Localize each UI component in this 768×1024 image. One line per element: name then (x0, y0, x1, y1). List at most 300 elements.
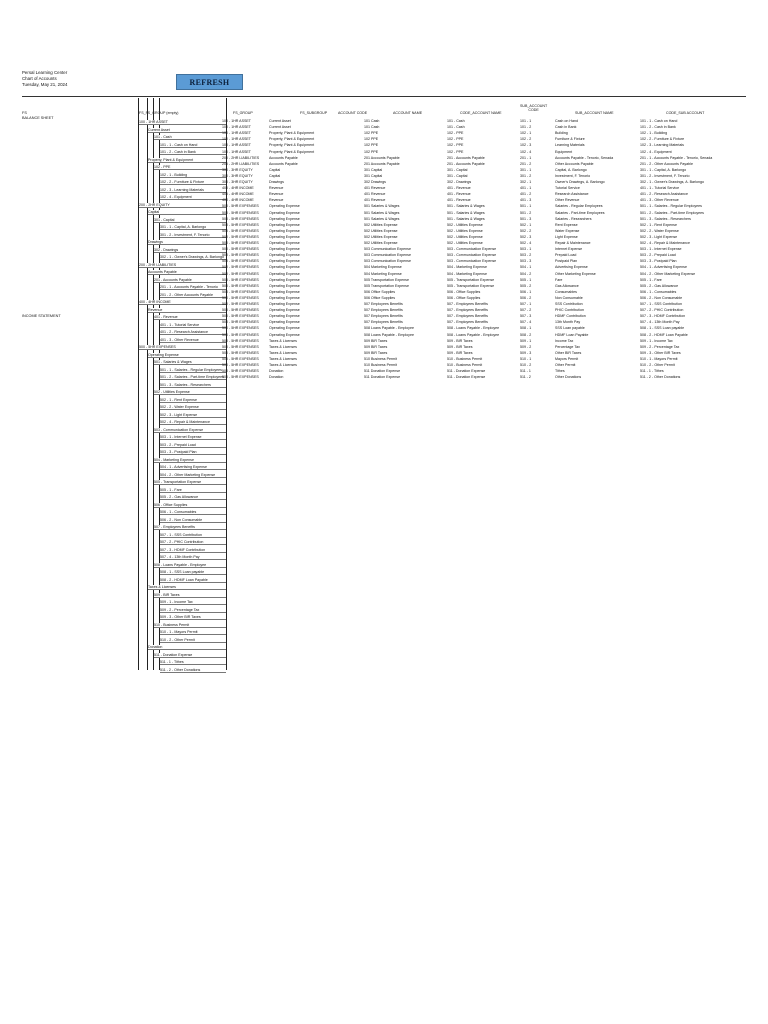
cell-code-sub-account: 401 - 3 - Other Revenue (640, 198, 679, 203)
tree-node: 200 - 2HR LIABILITIES (139, 263, 226, 268)
tree-node: 101 - 1 - Cash on Hand (160, 143, 226, 148)
cell-code-sub-account: 507 - 3 - HDMF Contribution (640, 314, 686, 319)
cell-account-code: 508 Loans Payable - Employee (364, 332, 414, 337)
tree-node: 503 - 2 - Prepaid Load (160, 443, 226, 448)
cell-sub-account-name: Mayors Permit (555, 356, 579, 361)
cell-code-sub-account: 502 - 2 - Water Expense (640, 228, 679, 233)
cell-fs-group: 500 - 5HR EXPENSES (222, 222, 259, 227)
cell-fs-subgroup: Operating Expense (269, 314, 300, 319)
cell-sub-account-code: 301 - 1 (520, 167, 532, 172)
col-fs-subgroup: FS_SUBGROUP (300, 111, 328, 115)
cell-code-sub-account: 501 - 3 - Salaries - Researchers (640, 216, 691, 221)
tree-node: 509 - 1 - Income Tax (160, 600, 226, 605)
cell-fs-subgroup: Operating Expense (269, 253, 300, 258)
cell-fs-subgroup: Operating Expense (269, 308, 300, 313)
cell-code-account-name: 101 - Cash (447, 119, 465, 123)
cell-code-account-name: 506 - Office Supplies (447, 295, 481, 300)
cell-account-code: 502 Utilities Expense (364, 241, 398, 245)
cell-fs-subgroup: Capital (269, 173, 281, 178)
cell-account-code: 301 Capital (364, 167, 383, 172)
cell-account-code: 510 Business Permit (364, 356, 397, 361)
cell-account-code: 507 Employees Benefits (364, 320, 403, 325)
cell-sub-account-name: Prepaid Load (555, 253, 577, 258)
cell-sub-account-code: 504 - 2 (520, 271, 532, 276)
cell-fs-group: 500 - 5HR EXPENSES (222, 216, 259, 221)
cell-sub-account-name: Research Assistance (555, 192, 589, 197)
tree-node: 301 - 2 - Investment, F. Tenorio (160, 233, 226, 238)
cell-code-sub-account: 301 - 2 - Investment, F. Tenorio (640, 173, 690, 178)
cell-account-code: 505 Transportation Expense (364, 277, 409, 282)
cell-account-code: 101 Cash (364, 125, 380, 130)
cell-account-code: 507 Employees Benefits (364, 302, 403, 306)
cell-sub-account-name: Salaries - Part-time Employees (555, 210, 605, 215)
tree-node: 401 - 3 - Other Revenue (160, 338, 226, 343)
cell-account-code: 501 Salaries & Wages (364, 204, 400, 209)
cell-fs-subgroup: Accounts Payable (269, 155, 298, 160)
cell-code-account-name: 401 - Revenue (447, 186, 471, 191)
col-sub-account-code (520, 104, 547, 112)
org-name: Persal Learning Center (22, 70, 68, 75)
cell-sub-account-code: 102 - 1 (520, 131, 532, 136)
tree-node: 301 - 1 - Capital, A. Barlongo (160, 225, 226, 230)
cell-code-account-name: 302 - Drawings (447, 180, 472, 184)
cell-fs-group: 100 - 1HR ASSET (222, 137, 251, 142)
cell-fs-subgroup: Taxes & Licenses (269, 350, 297, 355)
cell-fs-group: 500 - 5HR EXPENSES (222, 295, 259, 300)
cell-sub-account-code: 503 - 3 (520, 259, 532, 264)
cell-sub-account-name: Gas Allowance (555, 283, 579, 288)
cell-fs-group: 500 - 5HR EXPENSES (222, 247, 259, 252)
cell-account-code: 201 Accounts Payable (364, 155, 400, 160)
cell-fs-subgroup: Capital (269, 167, 281, 172)
tree-node: 501 - Salaries & Wages (154, 360, 226, 365)
tree-node: 509 - BIR Taxes (154, 593, 226, 598)
cell-code-sub-account: 201 - 2 - Other Accounts Payable (640, 161, 693, 166)
tree-node: 503 - Communication Expense (154, 428, 226, 433)
cell-account-code: 102 PPE (364, 137, 379, 142)
cell-sub-account-code: 502 - 2 (520, 228, 532, 233)
cell-code-account-name: 507 - Employees Benefits (447, 302, 488, 306)
sub-account-code-header-line1: SUB_ACCOUNT (520, 104, 548, 108)
cell-fs-subgroup: Operating Expense (269, 204, 300, 209)
cell-sub-account-name: Salaries - Regular Employees (555, 204, 603, 209)
tree-node: Property, Plant & Equipment (148, 158, 226, 163)
cell-code-account-name: 201 - Accounts Payable (447, 161, 485, 166)
cell-sub-account-name: Other Marketing Expense (555, 271, 596, 276)
cell-sub-account-code: 509 - 3 (520, 350, 532, 355)
cell-sub-account-name: Capital, A. Barlongo (555, 167, 587, 172)
cell-code-account-name: 201 - Accounts Payable (447, 155, 485, 160)
tree-node: Taxes & Licenses (148, 585, 226, 590)
cell-sub-account-name: Other Accounts Payable (555, 161, 594, 166)
cell-sub-account-name: Advertising Expense (555, 265, 588, 270)
cell-fs-subgroup: Taxes & Licenses (269, 344, 297, 349)
cell-fs-subgroup: Operating Expense (269, 259, 300, 264)
cell-sub-account-name: Consumables (555, 289, 577, 294)
balance-sheet-label: BALANCE SHEET (22, 116, 54, 120)
cell-fs-subgroup: Taxes & Licenses (269, 338, 297, 343)
cell-code-sub-account: 505 - 1 - Fare (640, 277, 662, 282)
cell-code-sub-account: 201 - 1 - Accounts Payable - Tenorio, Senada (640, 155, 713, 160)
sub-account-code-header-line2: CODE (528, 108, 539, 112)
cell-fs-subgroup: Revenue (269, 186, 284, 191)
cell-fs-subgroup: Operating Expense (269, 283, 300, 288)
cell-sub-account-code: 501 - 3 (520, 216, 532, 221)
cell-code-sub-account: 504 - 2 - Other Marketing Expense (640, 271, 696, 276)
cell-fs-subgroup: Current Asset (269, 125, 291, 130)
cell-code-account-name: 503 - Communication Expense (447, 247, 497, 252)
cell-fs-group: 500 - 5HR EXPENSES (222, 332, 259, 337)
cell-code-sub-account: 503 - 3 - Postpaid Plan (640, 259, 677, 264)
cell-fs-subgroup: Operating Expense (269, 216, 300, 221)
cell-sub-account-name: Light Expense (555, 234, 578, 239)
cell-code-sub-account: 509 - 2 - Percentage Tax (640, 344, 680, 349)
cell-fs-subgroup: Operating Expense (269, 234, 300, 239)
cell-fs-group: 500 - 5HR EXPENSES (222, 259, 259, 264)
cell-account-code: 511 Donation Expense (364, 375, 401, 380)
cell-account-code: 502 Utilities Expense (364, 234, 398, 239)
cell-sub-account-name: Water Expense (555, 228, 580, 233)
cell-code-account-name: 504 - Marketing Expense (447, 265, 487, 270)
cell-code-sub-account: 510 - 2 - Other Permit (640, 363, 675, 367)
tree-node: 302 - Drawings (154, 248, 226, 253)
tree-node: 301 - Capital (154, 218, 226, 223)
cell-fs-group: 500 - 5HR EXPENSES (222, 204, 259, 209)
tree-node: 102 - PPE (154, 165, 226, 170)
cell-fs-subgroup: Operating Expense (269, 295, 300, 300)
cell-sub-account-code: 503 - 2 (520, 253, 532, 258)
cell-fs-subgroup: Operating Expense (269, 247, 300, 252)
cell-code-account-name: 502 - Utilities Expense (447, 228, 483, 233)
cell-sub-account-name: HDMF Contribution (555, 314, 586, 319)
tree-node: 400 - 4HR INCOME (139, 300, 226, 305)
cell-account-code: 503 Communication Expense (364, 247, 411, 252)
cell-sub-account-code: 506 - 2 (520, 295, 532, 300)
cell-sub-account-code: 509 - 1 (520, 338, 532, 343)
cell-code-account-name: 511 - Donation Expense (447, 369, 486, 374)
cell-fs-group: 500 - 5HR EXPENSES (222, 350, 259, 355)
cell-code-account-name: 504 - Marketing Expense (447, 271, 487, 276)
cell-fs-group: 500 - 5HR EXPENSES (222, 363, 259, 367)
cell-sub-account-name: Furniture & Fixture (555, 137, 585, 142)
tree-node: 401 - Revenue (154, 315, 226, 320)
cell-code-account-name: 509 - BIR Taxes (447, 338, 473, 343)
cell-sub-account-name: Learning Materials (555, 143, 585, 148)
tree-node: 102 - 4 - Equipment (160, 195, 226, 200)
cell-fs-subgroup: Operating Expense (269, 228, 300, 233)
cell-fs-subgroup: Operating Expense (269, 302, 300, 306)
cell-sub-account-code: 508 - 2 (520, 332, 532, 337)
tree-node: 506 - Office Supplies (154, 503, 226, 508)
tree-node: 102 - 1 - Building (160, 173, 226, 178)
cell-account-code: 504 Marketing Expense (364, 271, 402, 276)
cell-sub-account-code: 511 - 2 (520, 375, 531, 380)
tree-node: Capital (148, 210, 226, 215)
tree-node: 511 - 2 - Other Donations (160, 668, 226, 673)
tree-node: 502 - 4 - Repair & Maintenance (160, 420, 226, 425)
cell-fs-subgroup: Operating Expense (269, 289, 300, 294)
cell-sub-account-code: 401 - 1 (520, 186, 532, 191)
table-row (0, 374, 768, 380)
cell-sub-account-code: 507 - 3 (520, 314, 532, 319)
tree-node: 508 - 1 - SSS Loan payable (160, 570, 226, 575)
doc-date: Tuesday, May 21, 2024 (22, 82, 68, 87)
cell-fs-group: 500 - 5HR EXPENSES (222, 314, 259, 319)
cell-code-account-name: 102 - PPE (447, 137, 464, 142)
cell-fs-group: 500 - 5HR EXPENSES (222, 289, 259, 294)
cell-account-code: 501 Salaries & Wages (364, 216, 400, 221)
cell-code-account-name: 505 - Transportation Expense (447, 277, 495, 282)
cell-code-account-name: 503 - Communication Expense (447, 259, 497, 264)
cell-sub-account-code: 503 - 1 (520, 247, 532, 252)
cell-sub-account-code: 504 - 1 (520, 265, 532, 270)
cell-account-code: 511 Donation Expense (364, 369, 401, 374)
cell-code-sub-account: 502 - 3 - Light Expense (640, 234, 678, 239)
cell-fs-group: 500 - 5HR EXPENSES (222, 228, 259, 233)
cell-account-code: 502 Utilities Expense (364, 228, 398, 233)
cell-account-code: 301 Capital (364, 173, 383, 178)
tree-node: 506 - 2 - Non Consumable (160, 518, 226, 523)
cell-account-code: 401 Revenue (364, 192, 386, 197)
cell-code-account-name: 401 - Revenue (447, 198, 471, 203)
cell-code-account-name: 511 - Donation Expense (447, 375, 486, 380)
tree-node: 401 - 2 - Research Assistance (160, 330, 226, 335)
tree-node: 504 - 1 - Advertising Expense (160, 465, 226, 470)
cell-code-sub-account: 101 - 2 - Cash in Bank (640, 125, 676, 130)
tree-node: 510 - Business Permit (154, 623, 226, 628)
cell-code-account-name: 502 - Utilities Expense (447, 234, 483, 239)
cell-fs-group: 500 - 5HR EXPENSES (222, 271, 259, 276)
cell-code-sub-account: 302 - 1 - Owner's Drawings, A. Barlongo (640, 180, 705, 184)
fs-label: FS (22, 111, 27, 115)
cell-fs-group: 500 - 5HR EXPENSES (222, 369, 259, 374)
tree-node: Current Asset (148, 128, 226, 133)
cell-fs-group: 300 - 3HR EQUITY (222, 173, 253, 178)
cell-fs-subgroup: Donation (269, 369, 284, 374)
tree-node: 507 - 3 - HDMF Contribution (160, 548, 226, 553)
cell-code-sub-account: 301 - 1 - Capital, A. Barlongo (640, 167, 687, 172)
tree-node: 102 - 3 - Learning Materials (160, 188, 226, 193)
cell-sub-account-code: 501 - 2 (520, 210, 532, 215)
cell-sub-account-name: PHIC Contribution (555, 308, 584, 313)
tree-node: 302 - 1 - Owner's Drawings, A. Barlongo (160, 255, 225, 259)
cell-code-account-name: 501 - Salaries & Wages (447, 210, 485, 215)
cell-account-code: 508 Loans Payable - Employee (364, 326, 414, 331)
cell-fs-group: 500 - 5HR EXPENSES (222, 344, 259, 349)
tree-node: Operating Expense (148, 353, 226, 358)
cell-code-sub-account: 507 - 4 - 13th Month Pay (640, 320, 680, 325)
tree-node: 508 - Loans Payable - Employee (154, 563, 226, 568)
cell-fs-group: 500 - 5HR EXPENSES (222, 241, 259, 245)
cell-fs-subgroup: Revenue (269, 192, 284, 197)
cell-code-sub-account: 508 - 2 - HDMF Loan Payable (640, 332, 688, 337)
cell-sub-account-name: Postpaid Plan (555, 259, 578, 264)
tree-node: 504 - Marketing Expense (154, 458, 226, 463)
cell-fs-group: 400 - 4HR INCOME (222, 192, 254, 197)
tree-node: 507 - 4 - 13th Month Pay (160, 555, 226, 560)
cell-sub-account-name: Rent Expense (555, 222, 578, 227)
cell-account-code: 509 BIR Taxes (364, 344, 388, 349)
cell-code-sub-account: 505 - 2 - Gas Allowance (640, 283, 679, 288)
cell-code-account-name: 501 - Salaries & Wages (447, 204, 485, 209)
tree-node: 503 - 3 - Postpaid Plan (160, 450, 226, 455)
cell-sub-account-name: Accounts Payable - Tenorio, Senada (555, 155, 614, 160)
cell-sub-account-code: 301 - 2 (520, 173, 532, 178)
cell-sub-account-name: Salaries - Researchers (555, 216, 592, 221)
cell-fs-group: 100 - 1HR ASSET (222, 143, 251, 148)
cell-sub-account-code: 401 - 2 (520, 192, 532, 197)
cell-fs-subgroup: Accounts Payable (269, 161, 298, 166)
cell-sub-account-code: 506 - 1 (520, 289, 532, 294)
cell-fs-subgroup: Taxes & Licenses (269, 356, 297, 361)
tree-node: 201 - 2 - Other Accounts Payable (160, 293, 226, 298)
cell-fs-subgroup: Property, Plant & Equipment (269, 143, 315, 148)
cell-code-account-name: 401 - Revenue (447, 192, 471, 197)
cell-fs-group: 500 - 5HR EXPENSES (222, 265, 259, 270)
cell-sub-account-name: Percentage Tax (555, 344, 580, 349)
cell-code-sub-account: 102 - 2 - Furniture & Fixture (640, 137, 685, 142)
cell-sub-account-code: 510 - 1 (520, 356, 532, 361)
cell-sub-account-code: 501 - 1 (520, 204, 532, 209)
cell-sub-account-code: 102 - 4 (520, 149, 532, 154)
cell-sub-account-name: Repair & Maintenance (555, 241, 591, 245)
cell-code-account-name: 505 - Transportation Expense (447, 283, 495, 288)
cell-sub-account-name: SSS Contribution (555, 302, 583, 306)
cell-fs-group: 400 - 4HR INCOME (222, 198, 254, 203)
cell-account-code: 509 BIR Taxes (364, 350, 388, 355)
tree-node: 501 - 1 - Salaries - Regular Employees (160, 368, 226, 373)
cell-sub-account-name: Tithes (555, 369, 565, 374)
cell-code-sub-account: 507 - 2 - PHIC Contribution (640, 308, 684, 313)
tree-node: 500 - 5HR EXPENSES (139, 345, 226, 350)
cell-code-account-name: 501 - Salaries & Wages (447, 216, 485, 221)
cell-account-code: 510 Business Permit (364, 363, 397, 367)
cell-sub-account-name: Other BIR Taxes (555, 350, 582, 355)
cell-code-account-name: 509 - BIR Taxes (447, 350, 473, 355)
cell-code-account-name: 301 - Capital (447, 167, 468, 172)
cell-code-account-name: 502 - Utilities Expense (447, 222, 483, 227)
tree-header: FS_FS_GROUP (empty) (139, 111, 179, 115)
cell-code-sub-account: 501 - 1 - Salaries - Regular Employees (640, 204, 702, 209)
cell-fs-subgroup: Drawings (269, 180, 284, 184)
col-account-name: ACCOUNT NAME (393, 111, 423, 115)
cell-account-code: 503 Communication Expense (364, 259, 411, 264)
refresh-button[interactable]: REFRESH (176, 74, 243, 90)
col-account-code: ACCOUNT CODE (338, 111, 368, 115)
cell-code-sub-account: 511 - 2 - Other Donations (640, 375, 681, 380)
income-statement-label: INCOME STATEMENT (22, 314, 61, 318)
cell-sub-account-name: Non Consumable (555, 295, 583, 300)
tree-node: 503 - 1 - Internet Expense (160, 435, 226, 440)
col-code-account-name: CODE_ACCOUNT NAME (460, 111, 502, 115)
cell-code-sub-account: 506 - 1 - Consumables (640, 289, 677, 294)
cell-account-code: 502 Utilities Expense (364, 222, 398, 227)
cell-account-code: 504 Marketing Expense (364, 265, 402, 270)
cell-code-account-name: 507 - Employees Benefits (447, 320, 488, 325)
cell-sub-account-code: 510 - 2 (520, 363, 532, 367)
cell-code-sub-account: 102 - 1 - Building (640, 131, 668, 136)
tree-node: Donation (148, 645, 226, 650)
cell-code-sub-account: 401 - 1 - Tutorial Service (640, 186, 680, 191)
cell-sub-account-code: 507 - 4 (520, 320, 532, 325)
cell-fs-subgroup: Operating Expense (269, 332, 300, 337)
cell-fs-group: 500 - 5HR EXPENSES (222, 277, 259, 282)
tree-node: 502 - 2 - Water Expense (160, 405, 226, 410)
cell-code-sub-account: 102 - 3 - Learning Materials (640, 143, 684, 148)
tree-node: 510 - 1 - Mayors Permit (160, 630, 226, 635)
cell-fs-group: 500 - 5HR EXPENSES (222, 356, 259, 361)
tree-node: 502 - 1 - Rent Expense (160, 398, 226, 403)
cell-account-code: 401 Revenue (364, 198, 386, 203)
tree-node: 508 - 2 - HDMF Loan Payable (160, 578, 226, 583)
cell-fs-group: 500 - 5HR EXPENSES (222, 253, 259, 258)
cell-sub-account-name: Other Donations (555, 375, 582, 380)
cell-code-sub-account: 101 - 1 - Cash on Hand (640, 119, 678, 123)
cell-fs-group: 500 - 5HR EXPENSES (222, 283, 259, 288)
cell-sub-account-code: 101 - 2 (520, 125, 532, 130)
tree-node: 200 - 2HR EQUITY (139, 203, 226, 208)
cell-account-code: 102 PPE (364, 149, 379, 154)
tree-node: 507 - 1 - SSS Contribution (160, 533, 226, 538)
cell-fs-group: 100 - 1HR ASSET (222, 125, 251, 130)
cell-sub-account-code: 502 - 3 (520, 234, 532, 239)
cell-fs-group: 500 - 5HR EXPENSES (222, 302, 259, 306)
tree-node: 505 - Transportation Expense (154, 480, 226, 485)
cell-account-code: 505 Transportation Expense (364, 283, 409, 288)
cell-account-code: 507 Employees Benefits (364, 314, 403, 319)
cell-code-sub-account: 502 - 4 - Repair & Maintenance (640, 241, 690, 245)
cell-sub-account-code: 201 - 1 (520, 155, 532, 160)
tree-node: 511 - 1 - Tithes (160, 660, 226, 665)
cell-account-code: 501 Salaries & Wages (364, 210, 400, 215)
cell-code-sub-account: 502 - 1 - Rent Expense (640, 222, 677, 227)
cell-sub-account-code: 511 - 1 (520, 369, 531, 374)
tree-node: 101 - Cash (154, 135, 226, 140)
cell-sub-account-name: Cash on Hand (555, 119, 578, 123)
cell-code-sub-account: 102 - 4 - Equipment (640, 149, 672, 154)
cell-code-sub-account: 508 - 1 - SSS Loan payable (640, 326, 685, 331)
cell-code-account-name: 508 - Loans Payable - Employee (447, 326, 500, 331)
col-code-sub-account: CODE_SUB ACCOUNT (666, 111, 705, 115)
cell-fs-group: 100 - 1HR ASSET (222, 119, 251, 123)
cell-sub-account-name: Equipment (555, 149, 573, 154)
cell-account-code: 507 Employees Benefits (364, 308, 403, 313)
tree-node: 507 - Employees Benefits (154, 525, 226, 530)
cell-fs-subgroup: Operating Expense (269, 241, 300, 245)
tree-node: 509 - 2 - Percentage Tax (160, 608, 226, 613)
cell-sub-account-name: Tutorial Service (555, 186, 580, 191)
cell-account-code: 201 Accounts Payable (364, 161, 400, 166)
cell-fs-group: 500 - 5HR EXPENSES (222, 320, 259, 325)
cell-code-sub-account: 503 - 2 - Prepaid Load (640, 253, 676, 258)
cell-sub-account-code: 509 - 2 (520, 344, 532, 349)
cell-fs-group: 500 - 5HR EXPENSES (222, 234, 259, 239)
cell-code-account-name: 301 - Capital (447, 173, 468, 178)
cell-code-sub-account: 507 - 1 - SSS Contribution (640, 302, 682, 306)
cell-sub-account-name: Fare (555, 277, 563, 282)
cell-fs-group: 500 - 5HR EXPENSES (222, 326, 259, 331)
cell-sub-account-name: Other Permit (555, 363, 576, 367)
cell-fs-subgroup: Property, Plant & Equipment (269, 149, 315, 154)
cell-fs-group: 500 - 5HR EXPENSES (222, 308, 259, 313)
cell-sub-account-name: Internet Expense (555, 247, 583, 252)
cell-fs-group: 400 - 4HR INCOME (222, 186, 254, 191)
cell-code-sub-account: 504 - 1 - Advertising Expense (640, 265, 687, 270)
cell-fs-subgroup: Current Asset (269, 119, 291, 123)
cell-fs-subgroup: Operating Expense (269, 326, 300, 331)
cell-sub-account-code: 302 - 1 (520, 180, 532, 184)
cell-account-code: 503 Communication Expense (364, 253, 411, 258)
